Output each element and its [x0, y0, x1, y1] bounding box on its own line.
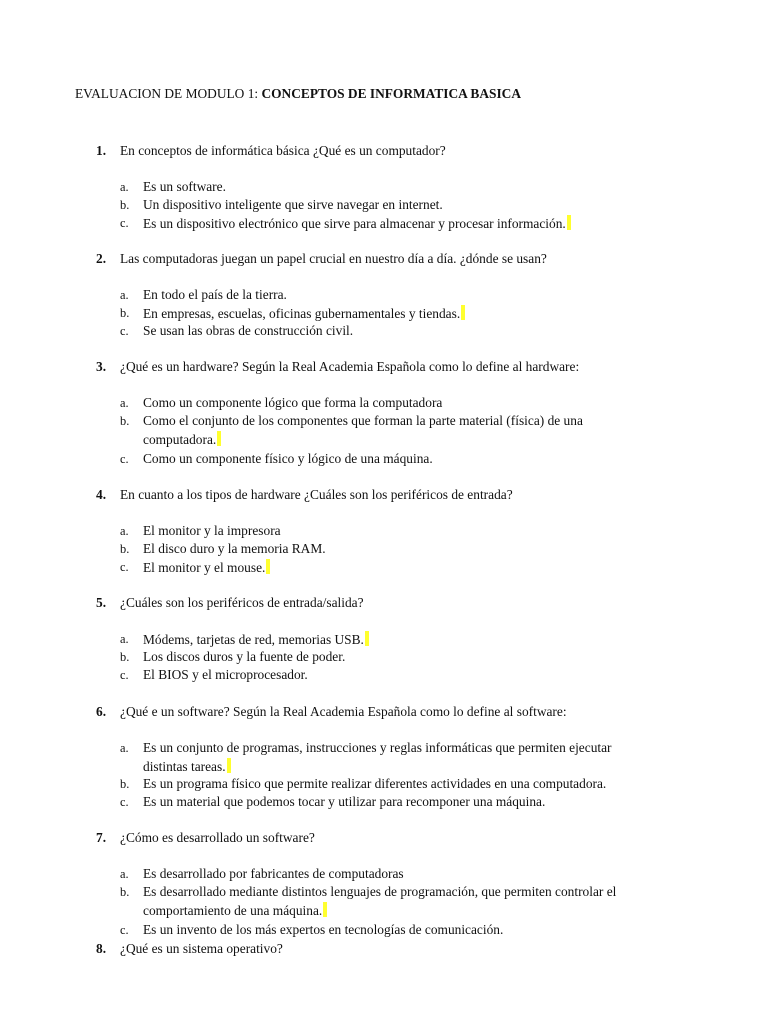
question-number: 8.	[96, 941, 107, 956]
option-text: Es desarrollado por fabricantes de computadoras	[143, 866, 404, 881]
option-text: Es un dispositivo electrónico que sirve para almacenar y procesar información.	[143, 215, 571, 232]
question-text: ¿Qué e un software? Según la Real Academia Española como lo define al software:	[120, 704, 567, 719]
option-letter: c.	[120, 216, 129, 230]
option-letter: a.	[120, 867, 129, 881]
option-text: Es un programa físico que permite realizar diferentes actividades en una computadora.	[143, 776, 607, 791]
option-text: Como el conjunto de los componentes que forman la parte material (física) de una	[143, 413, 583, 428]
option-text: Los discos duros y la fuente de poder.	[143, 649, 346, 664]
option-text: Es un invento de los más expertos en tecnologías de comunicación.	[143, 922, 504, 937]
question-text: ¿Cómo es desarrollado un software?	[120, 830, 315, 845]
option-letter: c.	[120, 452, 129, 466]
question-number: 1.	[96, 143, 107, 158]
option-letter: a.	[120, 396, 129, 410]
option-letter: b.	[120, 650, 130, 664]
option-text: Es un conjunto de programas, instrucciones y reglas informáticas que permiten ejecutar	[143, 740, 612, 755]
question-text: Las computadoras juegan un papel crucial en nuestro día a día. ¿dónde se usan?	[120, 251, 547, 266]
option-text: El monitor y el mouse.	[143, 559, 270, 576]
option-text: Es un software.	[143, 179, 226, 194]
option-text: El BIOS y el microprocesador.	[143, 667, 308, 682]
option-text: En todo el país de la tierra.	[143, 287, 287, 302]
question-number: 3.	[96, 359, 107, 374]
page-title	[75, 86, 521, 102]
option-text: En empresas, escuelas, oficinas gubernamentales y tiendas.	[143, 305, 465, 322]
option-letter: b.	[120, 777, 130, 791]
answer-highlight-mark	[323, 902, 327, 917]
option-letter: c.	[120, 560, 129, 574]
title-bold: CONCEPTOS DE INFORMATICA BASICA	[261, 86, 522, 101]
question-text: En conceptos de informática básica ¿Qué es un computador?	[120, 143, 446, 158]
answer-highlight-mark	[365, 631, 369, 646]
option-text: Como un componente lógico que forma la computadora	[143, 395, 443, 410]
option-letter: b.	[120, 414, 130, 428]
question-number: 5.	[96, 595, 107, 610]
option-letter: c.	[120, 923, 129, 937]
title-prefix: EVALUACION DE MODULO 1:	[75, 86, 262, 101]
option-text: El monitor y la impresora	[143, 523, 281, 538]
option-text: Es un material que podemos tocar y utilizar para recomponer una máquina.	[143, 794, 546, 809]
option-letter: c.	[120, 795, 129, 809]
question-text: En cuanto a los tipos de hardware ¿Cuáles son los periféricos de entrada?	[120, 487, 513, 502]
answer-highlight-mark	[227, 758, 231, 773]
option-text: distintas tareas.	[143, 758, 231, 775]
question-number: 2.	[96, 251, 107, 266]
option-letter: c.	[120, 668, 129, 682]
answer-highlight-mark	[461, 305, 465, 320]
option-text: Es desarrollado mediante distintos lenguajes de programación, que permiten controlar el	[143, 884, 617, 899]
option-letter: b.	[120, 542, 130, 556]
option-text: Como un componente físico y lógico de una máquina.	[143, 451, 433, 466]
question-text: ¿Qué es un hardware? Según la Real Academia Española como lo define al hardware:	[120, 359, 580, 374]
option-letter: b.	[120, 306, 130, 320]
question-number: 7.	[96, 830, 107, 845]
option-text: Se usan las obras de construcción civil.	[143, 323, 354, 338]
option-letter: a.	[120, 741, 129, 755]
answer-highlight-mark	[266, 559, 270, 574]
option-text: comportamiento de una máquina.	[143, 902, 327, 919]
question-text: ¿Qué es un sistema operativo?	[120, 941, 283, 956]
option-text: Un dispositivo inteligente que sirve navegar en internet.	[143, 197, 443, 212]
answer-highlight-mark	[217, 431, 221, 446]
question-number: 4.	[96, 487, 107, 502]
option-letter: a.	[120, 524, 129, 538]
option-text: Módems, tarjetas de red, memorias USB.	[143, 631, 369, 648]
question-text: ¿Cuáles son los periféricos de entrada/salida?	[120, 595, 364, 610]
option-letter: c.	[120, 324, 129, 338]
answer-highlight-mark	[567, 215, 571, 230]
option-letter: a.	[120, 288, 129, 302]
option-letter: b.	[120, 198, 130, 212]
option-letter: a.	[120, 632, 129, 646]
option-letter: a.	[120, 180, 129, 194]
option-letter: b.	[120, 885, 130, 899]
option-text: El disco duro y la memoria RAM.	[143, 541, 326, 556]
option-text: computadora.	[143, 431, 221, 448]
question-number: 6.	[96, 704, 107, 719]
